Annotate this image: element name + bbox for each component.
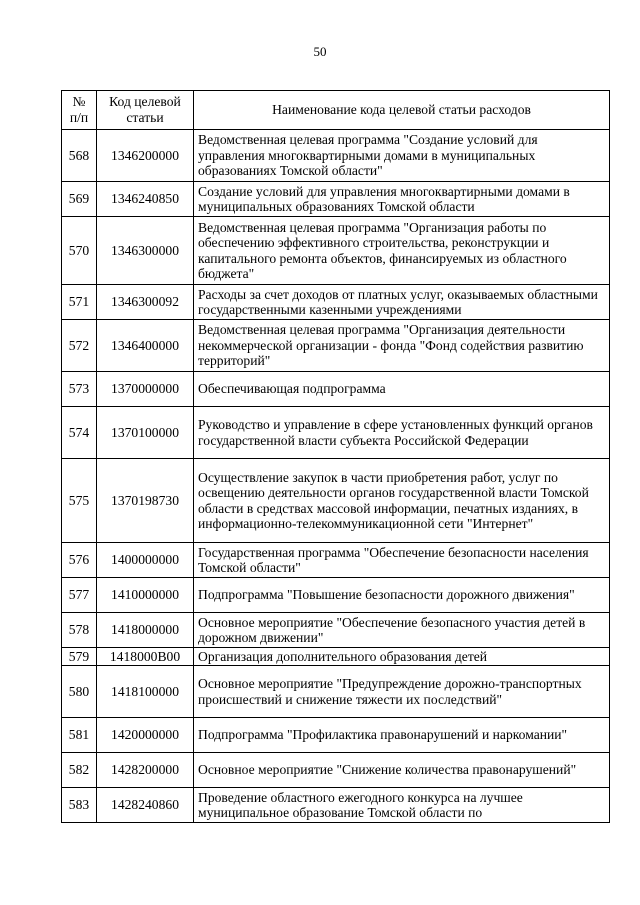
row-code: 1418000000 [97, 613, 194, 648]
row-number: 575 [62, 459, 97, 543]
row-code: 1370000000 [97, 372, 194, 407]
page-number: 50 [313, 44, 327, 59]
row-name: Организация дополнительного образования детей [194, 648, 610, 666]
table-header-row [62, 91, 610, 130]
table-row [62, 753, 610, 788]
row-code: 1370198730 [97, 459, 194, 543]
row-name: Расходы за счет доходов от платных услуг, оказываемых областными государственными казенными учреждениями [194, 285, 610, 320]
row-code: 1346240850 [97, 182, 194, 217]
table-row [62, 407, 610, 459]
row-number: 582 [62, 753, 97, 788]
row-name: Руководство и управление в сфере установленных функций органов государственной власти субъекта Российской Федерации [194, 407, 610, 459]
row-name: Осуществление закупок в части приобретения работ, услуг по освещению деятельности органов государственной власти Томской области в средствах массовой информации, печатных изданиях, в информационно-телекоммуникационной сети "Интернет" [194, 459, 610, 543]
row-number: 569 [62, 182, 97, 217]
table-row [62, 648, 610, 666]
row-number: 577 [62, 578, 97, 613]
row-number: 572 [62, 320, 97, 372]
table-row [62, 578, 610, 613]
table-row [62, 543, 610, 578]
row-name: Государственная программа "Обеспечение безопасности населения Томской области" [194, 543, 610, 578]
row-number: 576 [62, 543, 97, 578]
row-number: 574 [62, 407, 97, 459]
row-number: 583 [62, 788, 97, 823]
row-code: 1418000B00 [97, 648, 194, 666]
row-name: Ведомственная целевая программа "Создание условий для управления многоквартирными домами в муниципальных образованиях Томской области" [194, 130, 610, 182]
table-row [62, 459, 610, 543]
row-code: 1410000000 [97, 578, 194, 613]
row-name: Основное мероприятие "Снижение количества правонарушений" [194, 753, 610, 788]
header-code: Код целевой статьи [97, 91, 194, 130]
table-row [62, 788, 610, 823]
table-row [62, 217, 610, 285]
row-name: Основное мероприятие "Обеспечение безопасного участия детей в дорожном движении" [194, 613, 610, 648]
row-number: 578 [62, 613, 97, 648]
row-code: 1428200000 [97, 753, 194, 788]
row-number: 568 [62, 130, 97, 182]
header-num: № п/п [62, 91, 97, 130]
row-number: 579 [62, 648, 97, 666]
row-number: 580 [62, 666, 97, 718]
row-code: 1346300092 [97, 285, 194, 320]
table-row [62, 718, 610, 753]
row-name: Подпрограмма "Профилактика правонарушений и наркомании" [194, 718, 610, 753]
row-name: Ведомственная целевая программа "Организация деятельности некоммерческой организации - фонда "Фонд содействия развитию территорий" [194, 320, 610, 372]
row-name: Проведение областного ежегодного конкурса на лучшее муниципальное образование Томской области по [194, 788, 610, 823]
row-code: 1420000000 [97, 718, 194, 753]
row-code: 1346300000 [97, 217, 194, 285]
table-row [62, 285, 610, 320]
table-row [62, 666, 610, 718]
row-number: 573 [62, 372, 97, 407]
row-name: Ведомственная целевая программа "Организация работы по обеспечению эффективного строительства, реконструкции и капитального ремонта объектов, финансируемых из областного бюджета" [194, 217, 610, 285]
row-code: 1346200000 [97, 130, 194, 182]
row-code: 1370100000 [97, 407, 194, 459]
table-row [62, 613, 610, 648]
row-code: 1400000000 [97, 543, 194, 578]
row-name: Основное мероприятие "Предупреждение дорожно-транспортных происшествий и снижение тяжести их последствий" [194, 666, 610, 718]
row-code: 1346400000 [97, 320, 194, 372]
row-number: 570 [62, 217, 97, 285]
table-row [62, 372, 610, 407]
row-name: Подпрограмма "Повышение безопасности дорожного движения" [194, 578, 610, 613]
table-row [62, 130, 610, 182]
row-name: Обеспечивающая подпрограмма [194, 372, 610, 407]
budget-code-table [61, 90, 610, 823]
row-name: Создание условий для управления многоквартирными домами в муниципальных образованиях Томской области [194, 182, 610, 217]
table-row [62, 182, 610, 217]
row-code: 1418100000 [97, 666, 194, 718]
row-code: 1428240860 [97, 788, 194, 823]
row-number: 581 [62, 718, 97, 753]
table-row [62, 320, 610, 372]
header-name: Наименование кода целевой статьи расходов [194, 91, 610, 130]
row-number: 571 [62, 285, 97, 320]
